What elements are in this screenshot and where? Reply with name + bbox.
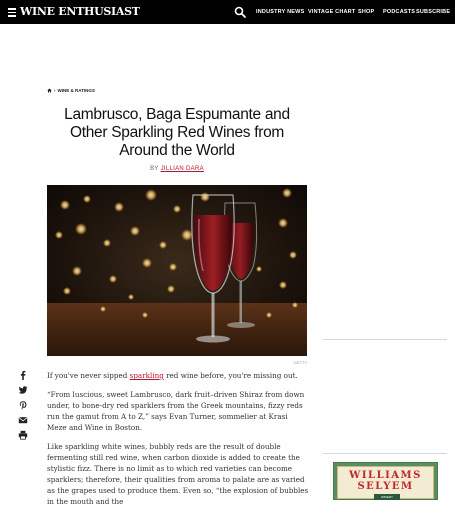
ad-brand-line1: WILLIAMS [349, 470, 422, 481]
paragraph-fermentation: Like sparkling white wines, bubbly reds are the result of double fermenting still red wine, when carbon dioxide is added to create the stylistic fizz. There is no limit as to which red varieties can become sparklers; therefore, their qualities from aroma to palate are as varied as the grapes used to produce them. Even so, “the explosion of bubbles in the mouth and the [47, 442, 309, 506]
rail-divider [323, 339, 447, 340]
byline [47, 166, 307, 172]
breadcrumb-section-link[interactable]: WINE & RATINGS [57, 88, 95, 93]
winery-ad[interactable] [333, 462, 438, 500]
ad-winery-banner: WINERY [374, 494, 400, 500]
home-icon[interactable] [47, 88, 52, 93]
facebook-icon[interactable] [18, 370, 28, 380]
nav-subscribe[interactable]: SUBSCRIBE [416, 9, 451, 15]
rail-divider [323, 453, 447, 454]
twitter-icon[interactable] [18, 385, 28, 395]
share-sidebar [18, 370, 30, 445]
pinterest-icon[interactable] [18, 400, 28, 410]
search-icon[interactable] [234, 6, 246, 18]
ad-brand-line2: SELYEM [357, 481, 414, 492]
paragraph-intro: If you've never sipped sparkling red wine before, you're missing out. [47, 371, 298, 380]
top-navigation-bar [0, 0, 455, 24]
nav-podcasts[interactable]: PODCASTS [383, 9, 416, 15]
print-icon[interactable] [18, 430, 28, 440]
article-body [47, 370, 309, 515]
ad-panel [337, 466, 434, 499]
nav-vintage-chart[interactable]: VINTAGE CHART [308, 9, 356, 15]
paragraph-quote: “From luscious, sweet Lambrusco, dark fruit–driven Shiraz from down under, to bone-dry red sparklers from the Greek mountains, fizzy reds run the gamut from A to Z,” says Evan Turner, sommelier at Krasi Meze and Wine in Boston. [47, 390, 305, 432]
article-title: Lambrusco, Baga Espumante and Other Sparkling Red Wines from Around the World [64, 106, 290, 159]
nav-shop[interactable]: SHOP [358, 9, 375, 15]
site-logo[interactable]: WINE ENTHUSIAST [20, 5, 140, 18]
sparkling-link[interactable]: sparkling [129, 371, 164, 380]
breadcrumb [47, 88, 95, 93]
menu-icon[interactable] [8, 8, 16, 16]
author-link[interactable]: JILLIAN DARA [160, 166, 204, 172]
byline-prefix: BY [150, 166, 159, 172]
hero-image [47, 185, 307, 356]
breadcrumb-separator-icon: › [54, 88, 56, 93]
email-icon[interactable] [18, 415, 28, 425]
image-credit: GETTY [293, 360, 307, 365]
nav-industry-news[interactable]: INDUSTRY NEWS [256, 9, 305, 15]
